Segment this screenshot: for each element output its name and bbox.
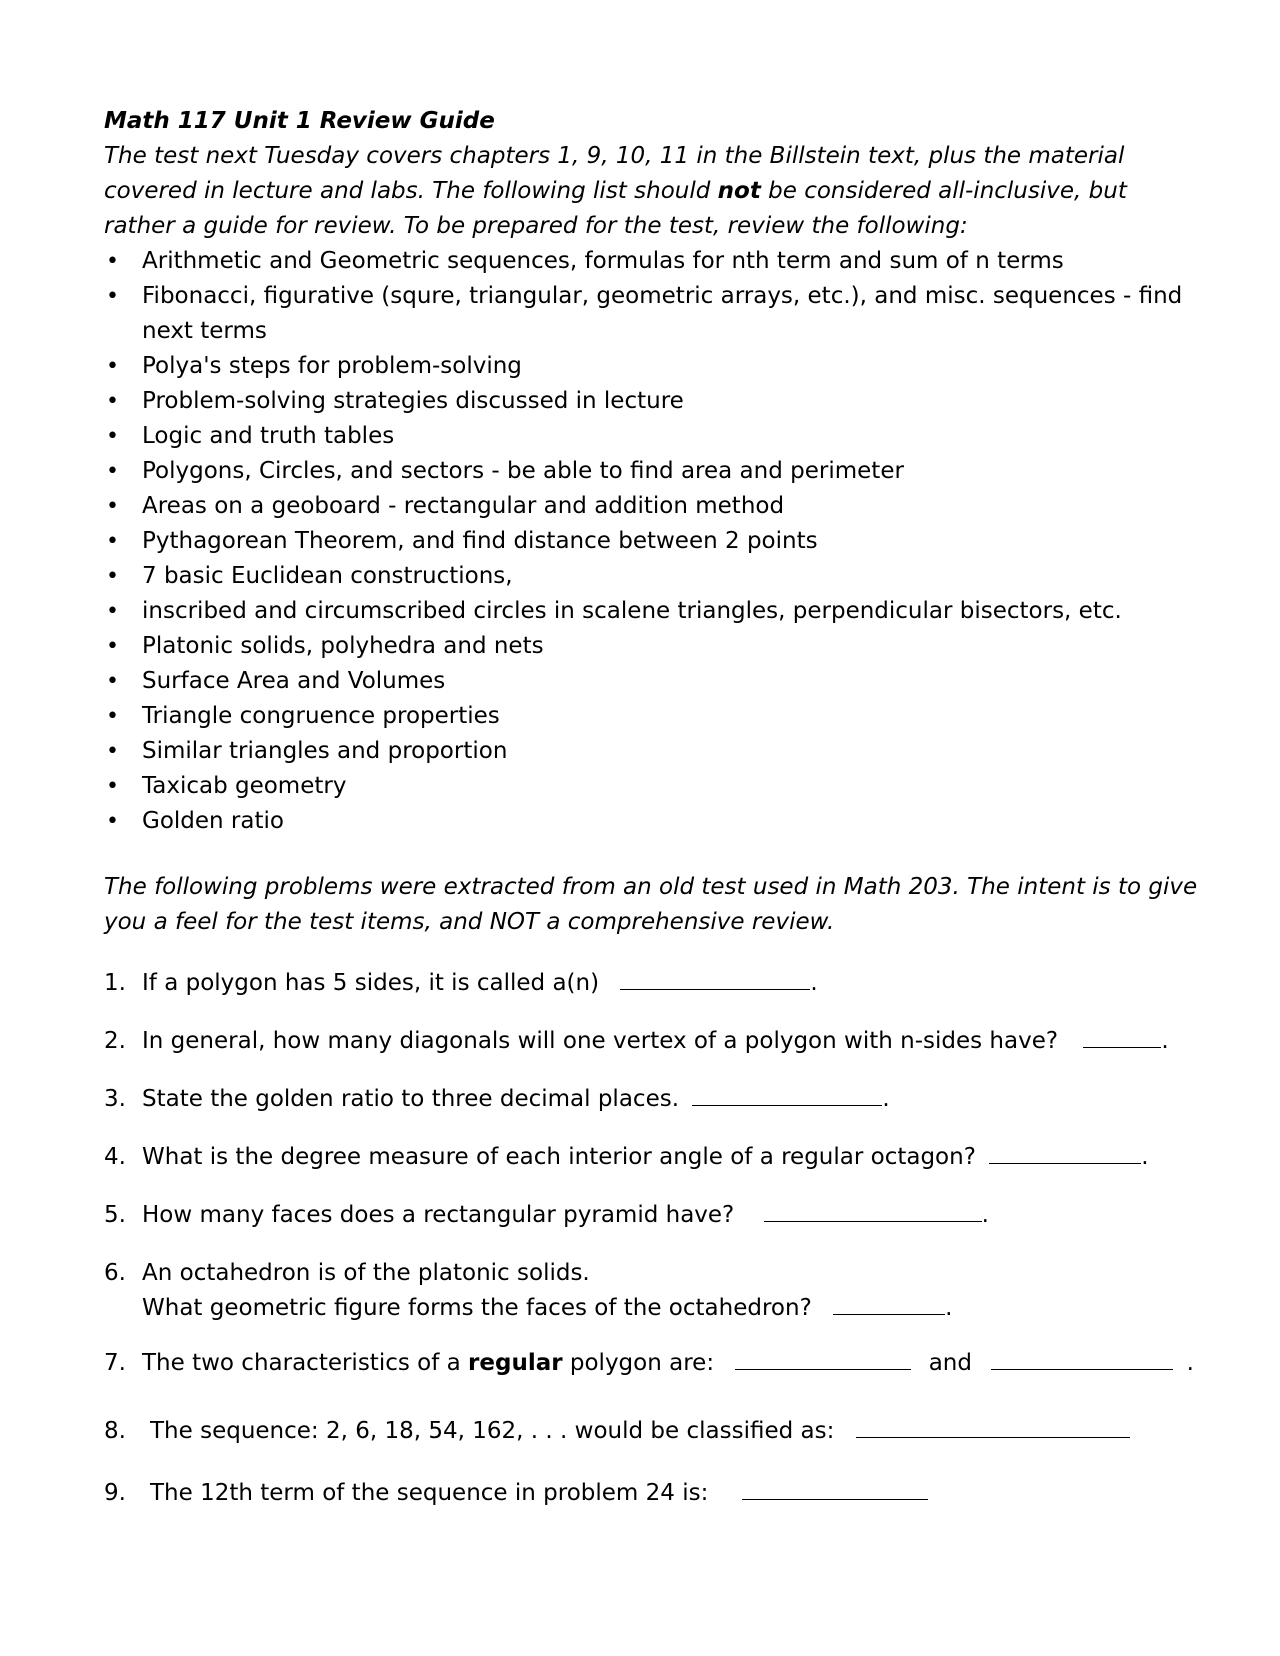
intro-not-word: not: [717, 178, 761, 204]
answer-blank[interactable]: [692, 1083, 882, 1106]
question-number: 9.: [104, 1480, 126, 1506]
regular-word: regular: [468, 1350, 563, 1376]
list-item: • Golden ratio: [104, 804, 1204, 839]
answer-blank-1[interactable]: [735, 1347, 911, 1370]
question-2: [104, 1024, 1169, 1059]
question-6: [104, 1256, 952, 1326]
intro-text-2: be considered all-inclusive, but rather a guide for review. To be prepared for the test, review the following:: [104, 178, 1127, 239]
list-item: • Platonic solids, polyhedra and nets: [104, 629, 1204, 664]
question-3: [104, 1082, 890, 1117]
period: .: [810, 970, 818, 996]
question-number: 4.: [104, 1144, 126, 1170]
intro-paragraph: [104, 139, 1204, 244]
list-item: • Polya's steps for problem-solving: [104, 349, 1204, 384]
list-item: • Taxicab geometry: [104, 769, 1204, 804]
intro-text-1: The test next Tuesday covers chapters 1, 9, 10, 11 in the Billstein text, plus the material covered in lecture and labs. The following list should: [104, 143, 1125, 204]
sample-problems-note: The following problems were extracted from an old test used in Math 203. The intent is to give you a feel for the test items, and NOT a comprehensive review.: [104, 874, 1198, 935]
answer-blank[interactable]: [856, 1415, 1130, 1438]
question-text: An octahedron is of the platonic solids.: [142, 1260, 590, 1286]
list-item: • Logic and truth tables: [104, 419, 1204, 454]
period: .: [882, 1086, 890, 1112]
answer-blank[interactable]: [742, 1477, 928, 1500]
question-text: What is the degree measure of each interior angle of a regular octagon?: [142, 1144, 976, 1170]
period: .: [1186, 1350, 1194, 1376]
question-text: How many faces does a rectangular pyramid have?: [142, 1202, 735, 1228]
list-item: • Polygons, Circles, and sectors - be able to find area and perimeter: [104, 454, 1204, 489]
question-text: The 12th term of the sequence in problem 24 is:: [150, 1480, 709, 1506]
question-text: In general, how many diagonals will one vertex of a polygon with n-sides have?: [142, 1028, 1059, 1054]
question-1: [104, 966, 818, 1001]
list-item: • Pythagorean Theorem, and find distance between 2 points: [104, 524, 1204, 559]
page-title: Math 117 Unit 1 Review Guide: [104, 108, 495, 134]
question-number: 5.: [104, 1202, 126, 1228]
list-item: • Areas on a geoboard - rectangular and addition method: [104, 489, 1204, 524]
question-number: 1.: [104, 970, 126, 996]
answer-blank[interactable]: [1083, 1025, 1161, 1048]
list-item: • Surface Area and Volumes: [104, 664, 1204, 699]
review-topics-list: [104, 244, 1204, 839]
question-text: polygon are:: [562, 1350, 715, 1376]
period: .: [981, 1202, 989, 1228]
period: .: [1141, 1144, 1149, 1170]
and-word: and: [928, 1350, 972, 1376]
question-text: The sequence: 2, 6, 18, 54, 162, . . . would be classified as:: [150, 1418, 835, 1444]
list-item: • Arithmetic and Geometric sequences, formulas for nth term and sum of n terms: [104, 244, 1204, 279]
question-text: If a polygon has 5 sides, it is called a(n): [142, 970, 600, 996]
question-text: What geometric figure forms the faces of the octahedron?: [142, 1295, 812, 1321]
list-item: • 7 basic Euclidean constructions,: [104, 559, 1204, 594]
list-item: • Fibonacci, figurative (squre, triangular, geometric arrays, etc.), and misc. sequences - find next terms: [104, 279, 1204, 349]
answer-blank[interactable]: [764, 1199, 982, 1222]
question-7: [104, 1346, 1194, 1381]
header: [104, 104, 1204, 244]
question-5: [104, 1198, 989, 1233]
list-item: • Similar triangles and proportion: [104, 734, 1204, 769]
question-4: [104, 1140, 1149, 1175]
question-8: [104, 1414, 1130, 1449]
period: .: [1161, 1028, 1169, 1054]
answer-blank[interactable]: [989, 1141, 1141, 1164]
question-number: 2.: [104, 1028, 126, 1054]
question-number: 6.: [104, 1260, 126, 1286]
list-item: • inscribed and circumscribed circles in scalene triangles, perpendicular bisectors, etc.: [104, 594, 1204, 629]
question-number: 7.: [104, 1350, 126, 1376]
answer-blank[interactable]: [833, 1292, 945, 1315]
question-9: [104, 1476, 928, 1511]
question-text: The two characteristics of a: [142, 1350, 469, 1376]
question-number: 3.: [104, 1086, 126, 1112]
list-item: • Problem-solving strategies discussed in lecture: [104, 384, 1204, 419]
period: .: [945, 1295, 953, 1321]
question-text: State the golden ratio to three decimal places.: [142, 1086, 680, 1112]
question-number: 8.: [104, 1418, 126, 1444]
list-item: • Triangle congruence properties: [104, 699, 1204, 734]
answer-blank-2[interactable]: [991, 1347, 1173, 1370]
answer-blank[interactable]: [620, 967, 810, 990]
